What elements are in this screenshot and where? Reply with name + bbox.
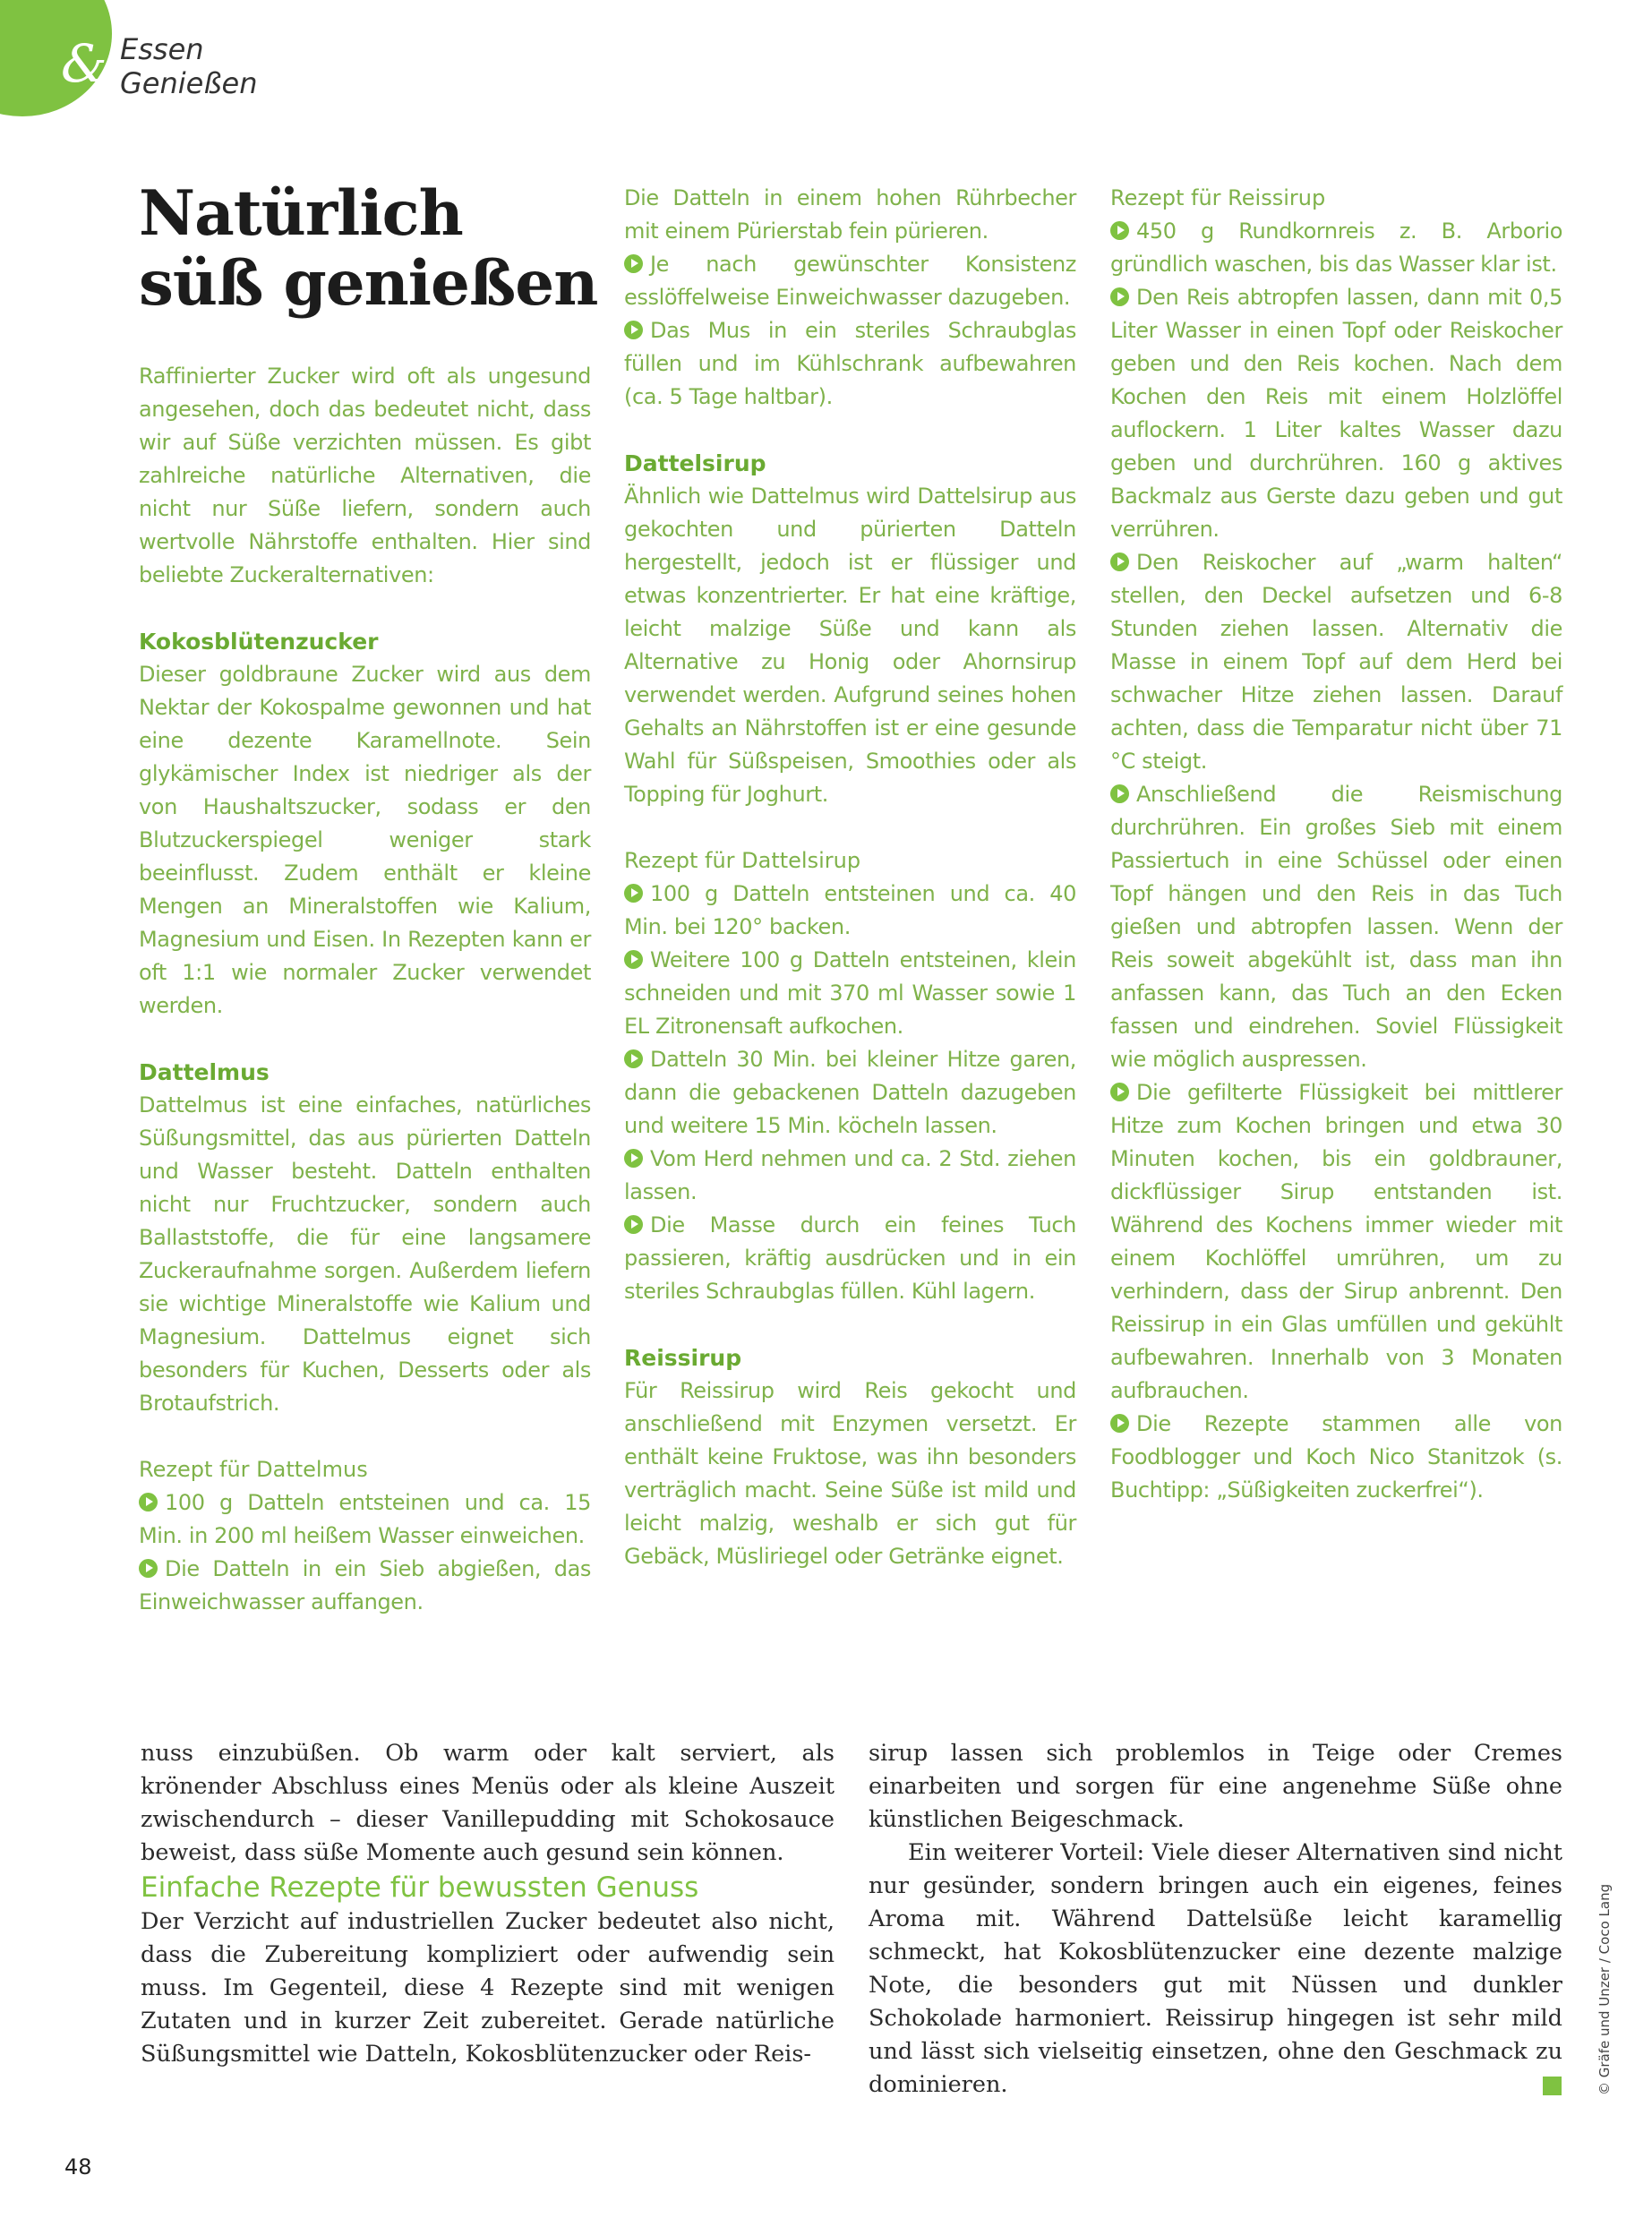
play-arrow-icon [1110,1414,1129,1433]
section-label-line2: Genießen [120,66,258,100]
bottom-left-paragraph-2: Der Verzicht auf industriellen Zucker bedeutet also nicht, dass die Zubereitung kompliziert oder aufwendig sein muss. Im Gegenteil, diese 4 Rezepte sind mit wenigen Zutaten und in kurzer Zeit zubereitet. Gerade natürliche Süßungsmittel wie Datteln, Kokosblütenzucker oder Reis- [141,1908,835,2068]
step-text: 450 g Rundkornreis z. B. Arborio gründlich waschen, bis das Wasser klar ist. [1110,218,1562,277]
step-text: Je nach gewünschter Konsistenz esslöffelweise Einweichwasser dazugeben. [624,252,1076,310]
bottom-right-column [869,1737,1562,2102]
reissirup-text: Für Reissirup wird Reis gekocht und anschließend mit Enzymen versetzt. Er enthält keine Fruktose, was ihn besonders verträglich macht. Seine Süße ist mild und leicht malzig, weshalb er sich gut für Gebäck, Müsliriegel oder Getränke eignet. [624,1378,1076,1569]
recipe-step [624,1143,1076,1209]
play-arrow-icon [624,1215,643,1234]
play-arrow-icon [1110,552,1129,571]
column-2 [624,182,1076,1606]
recipe-step [624,878,1076,944]
column-3 [1110,182,1562,1507]
intro-text: Raffinierter Zucker wird oft als ungesund angesehen, doch das bedeutet nicht, dass wir auf Süße verzichten müssen. Es gibt zahlreiche natürliche Alternativen, die nicht nur Süße liefern, sondern auch wertvolle Nährstoffe enthalten. Hier sind beliebte Zuckeralternativen: [139,364,591,587]
kokos-text: Dieser goldbraune Zucker wird aus dem Nektar der Kokospalme gewonnen und hat eine dezente Karamellnote. Sein glykämischer Index ist niedriger als der von Haushaltszucker, sodass er den Blutzuckerspiegel weniger stark beeinflusst. Zudem enthält er kleine Mengen an Mineralstoffen wie Kalium, Magnesium und Eisen. In Rezepten kann er oft 1:1 wie normaler Zucker verwendet werden. [139,662,591,1018]
section-label-line1: Essen [120,32,204,66]
column-1 [139,177,598,1619]
dattelmus-heading: Dattelmus [139,1059,270,1085]
photo-credit: © Gräfe und Unzer / Coco Lang [1596,1883,1613,2095]
recipe-step [1110,778,1562,1076]
reissirup-heading: Reissirup [624,1345,742,1371]
step-text: Die Datteln in ein Sieb abgießen, das Einweichwasser auffangen. [139,1556,591,1614]
ampersand-logo: & [61,33,107,94]
recipe-step [1110,215,1562,281]
step-text: Den Reis abtropfen lassen, dann mit 0,5 Liter Wasser in einen Topf oder Reiskocher geben und den Reis kochen. Nach dem Kochen den Reis mit einem Holzlöffel auflockern. 1 Liter kaltes Wasser dazu geben und durchrühren. 160 g aktives Backmalz aus Gerste dazu geben und gut verrühren. [1110,285,1562,542]
play-arrow-icon [1110,287,1129,306]
step-text: Den Reiskocher auf „warm halten“ stellen, den Deckel aufsetzen und 6-8 Stunden ziehen lassen. Alternativ die Masse in einem Topf auf dem Herd bei schwacher Hitze ziehen lassen. Darauf achten, dass die Temparatur nicht über 71 °C steigt. [1110,550,1562,774]
play-arrow-icon [624,321,643,339]
recipe-step [1110,281,1562,546]
bottom-left-column [141,1737,835,2071]
bottom-heading: Einfache Rezepte für bewussten Genuss [141,1871,699,1904]
recipe-step-continued: Die Datteln in einem hohen Rührbecher mit einem Pürierstab fein pürieren. [624,185,1076,244]
play-arrow-icon [139,1559,158,1578]
play-arrow-icon [624,1149,643,1168]
kokos-heading: Kokosblütenzucker [139,629,379,655]
recipe-step [624,944,1076,1043]
recipe-step [624,1043,1076,1143]
recipe-step [1110,1408,1562,1507]
section-label [120,32,257,100]
dattelmus-recipe-title: Rezept für Dattelmus [139,1457,368,1482]
end-mark-square [1543,2077,1562,2095]
step-text: Die gefilterte Flüssigkeit bei mittlerer Hitze zum Kochen bringen und etwa 30 Minuten kochen, bis ein goldbrauner, dickflüssiger Sirup entstanden ist. Während des Kochens immer wieder mit einem Kochlöffel umrühren, um zu verhindern, dass der Sirup anbrennt. Den Reissirup in ein Glas umfüllen und gekühlt aufbewahren. Innerhalb von 3 Monaten aufbrauchen. [1110,1080,1562,1403]
dattelsirup-text: Ähnlich wie Dattelmus wird Dattelsirup aus gekochten und pürierten Datteln hergestellt, jedoch ist er flüssiger und etwas konzentrierter. Er hat eine kräftige, leicht malzige Süße und kann als Alternative zu Honig oder Ahornsirup verwendet werden. Aufgrund seines hohen Gehalts an Nährstoffen ist er eine gesunde Wahl für Süßspeisen, Smoothies oder als Topping für Joghurt. [624,484,1076,807]
recipe-step [139,1553,591,1619]
play-arrow-icon [624,1049,643,1068]
recipe-step [624,1209,1076,1308]
step-text: 100 g Datteln entsteinen und ca. 15 Min. in 200 ml heißem Wasser einweichen. [139,1490,591,1548]
recipe-step [624,314,1076,414]
recipe-step [1110,546,1562,778]
dattelsirup-recipe-title: Rezept für Dattelsirup [624,848,861,873]
page-title: Natürlich süß genießen [139,177,598,320]
play-arrow-icon [624,254,643,273]
step-text: Das Mus in ein steriles Schraubglas füllen und im Kühlschrank aufbewahren (ca. 5 Tage haltbar). [624,318,1076,409]
step-text: Anschließend die Reismischung durchrühren. Ein großes Sieb mit einem Passiertuch in eine Schüssel oder einen Topf hängen und den Reis in das Tuch gießen und abtropfen lassen. Wenn der Reis soweit abgekühlt ist, dass man ihn anfassen kann, das Tuch an den Ecken fassen und eindrehen. Soviel Flüssigkeit wie möglich auspressen. [1110,782,1562,1072]
bottom-left-paragraph-1: nuss einzubüßen. Ob warm oder kalt serviert, als krönender Abschluss eines Menüs oder als kleine Auszeit zwischendurch – dieser Vanillepudding mit Schokosauce beweist, dass süße Momente auch gesund sein können. [141,1740,835,1866]
dattelsirup-heading: Dattelsirup [624,450,766,476]
page-number: 48 [64,2154,92,2179]
recipe-step [1110,1076,1562,1408]
bottom-right-paragraph-2: Ein weiterer Vorteil: Viele dieser Alternativen sind nicht nur gesünder, sondern bringen auch ein eigenes, feines Aroma mit. Während Dattelsüße leicht karamellig schmeckt, hat Kokosblütenzucker eine dezente malzige Note, die besonders gut mit Nüssen und dunkler Schokolade harmoniert. Reissirup hingegen ist sehr mild und lässt sich vielseitig einsetzen, ohne den Geschmack zu dominieren. [869,1839,1562,2098]
play-arrow-icon [1110,221,1129,240]
play-arrow-icon [624,884,643,903]
step-text: Weitere 100 g Datteln entsteinen, klein schneiden und mit 370 ml Wasser sowie 1 EL Zitronensaft aufkochen. [624,947,1076,1039]
bottom-right-paragraph-1: sirup lassen sich problemlos in Teige oder Cremes einarbeiten und sorgen für eine angenehme Süße ohne künstlichen Beigeschmack. [869,1740,1562,1833]
play-arrow-icon [1110,784,1129,803]
reissirup-recipe-title: Rezept für Reissirup [1110,185,1326,210]
step-text: Datteln 30 Min. bei kleiner Hitze garen, dann die gebackenen Datteln dazugeben und weitere 15 Min. köcheln lassen. [624,1047,1076,1138]
step-text: Die Rezepte stammen alle von Foodblogger und Koch Nico Stanitzok (s. Buchtipp: „Süßigkeiten zuckerfrei“). [1110,1411,1562,1503]
step-text: Die Masse durch ein feines Tuch passieren, kräftig ausdrücken und in ein steriles Schraubglas füllen. Kühl lagern. [624,1212,1076,1304]
play-arrow-icon [139,1493,158,1511]
play-arrow-icon [624,950,643,969]
step-text: 100 g Datteln entsteinen und ca. 40 Min. bei 120° backen. [624,881,1076,939]
recipe-step [624,248,1076,314]
recipe-step [139,1486,591,1553]
dattelmus-text: Dattelmus ist eine einfaches, natürliches Süßungsmittel, das aus pürierten Datteln und Wasser besteht. Datteln enthalten nicht nur Fruchtzucker, sondern auch Ballaststoffe, die für eine langsamere Zuckeraufnahme sorgen. Außerdem liefern sie wichtige Mineralstoffe wie Kalium und Magnesium. Dattelmus eignet sich besonders für Kuchen, Desserts oder als Brotaufstrich. [139,1092,591,1416]
step-text: Vom Herd nehmen und ca. 2 Std. ziehen lassen. [624,1146,1076,1204]
play-arrow-icon [1110,1083,1129,1101]
